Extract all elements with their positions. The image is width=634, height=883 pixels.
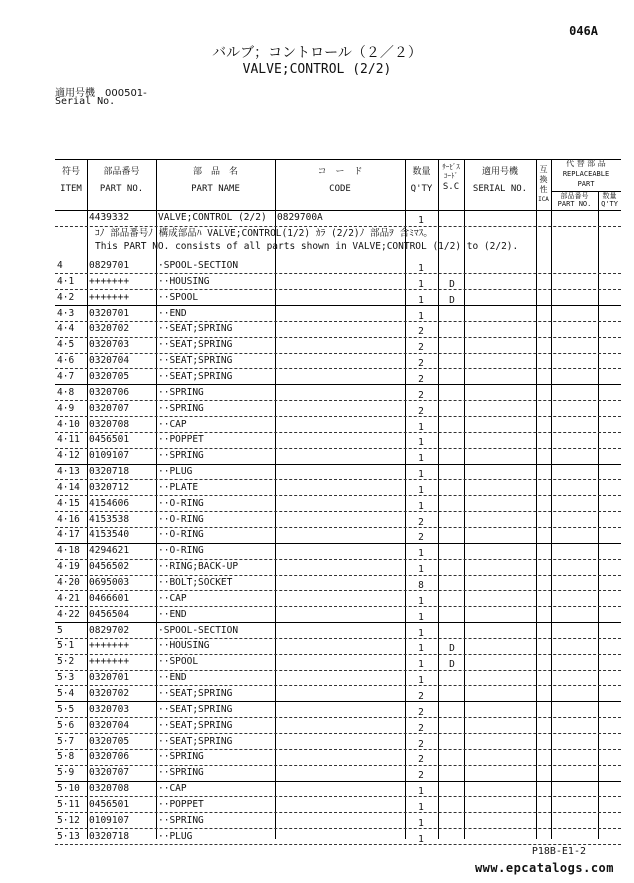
page-code: 046A: [569, 24, 598, 38]
serial-label: Serial No.: [55, 96, 116, 107]
cell-name: ··SEAT;SPRING: [158, 719, 233, 731]
cell-qty: 1: [418, 643, 424, 655]
cell-item: 5·7: [57, 735, 75, 747]
cell-part: 0320707: [89, 402, 130, 414]
cell-code: 0829700A: [277, 212, 323, 223]
table-row: [55, 559, 621, 574]
header-code: コ ー ド CODE: [317, 167, 363, 194]
table-row: [55, 527, 621, 542]
cell-qty: 2: [418, 389, 424, 401]
header-replaceable-qty: 数量 Q'TY: [601, 192, 618, 208]
cell-part: 0456502: [89, 561, 130, 573]
cell-name: ··SPRING: [158, 386, 204, 398]
cell-qty: 1: [418, 469, 424, 481]
cell-name: ··END: [158, 307, 187, 319]
cell-item: 4·20: [57, 577, 80, 588]
header-quantity: 数量 Q'TY: [410, 167, 433, 194]
cell-part: 0320703: [89, 703, 130, 715]
cell-qty: 2: [418, 342, 424, 354]
cell-name: ··HOUSING: [158, 640, 210, 652]
table-row: [55, 480, 621, 495]
cell-name: ··SPOOL: [158, 291, 199, 303]
cell-qty: 2: [418, 405, 424, 417]
table-row: [55, 781, 621, 796]
assembly-note: This PART NO. consists of all parts shown in VALVE;CONTROL (1/2) to (2/2).: [95, 241, 519, 252]
cell-item: 5·6: [57, 719, 75, 731]
table-row: [55, 797, 621, 812]
cell-name: ··O-RING: [158, 545, 204, 557]
cell-name: ·SPOOL-SECTION: [158, 260, 239, 271]
cell-part: 4294621: [89, 545, 130, 557]
table-row: [55, 432, 621, 447]
cell-part: 0466601: [89, 592, 130, 604]
cell-part: 0320705: [89, 735, 130, 747]
cell-item: 4·14: [57, 481, 80, 493]
cell-part: 0320704: [89, 719, 130, 731]
footer-website: www.epcatalogs.com: [474, 861, 614, 875]
cell-part: 0109107: [89, 450, 130, 462]
cell-qty: 1: [418, 817, 424, 829]
cell-name: ··SEAT;SPRING: [158, 703, 233, 715]
assembly-note-japanese: ｺﾉ 部品番号ﾉ 構成部品ﾊ VALVE;CONTROL(1/2) ｶﾗ (2/2)ﾉ 部品ｦ 含ﾐﾏｽ。: [95, 228, 433, 239]
cell-item: 4·13: [57, 466, 80, 478]
header-replaceable-part-no: 部品番号 PART NO.: [557, 192, 592, 208]
cell-item: 5: [57, 624, 63, 636]
table-row: [55, 607, 621, 622]
cell-part: 0320704: [89, 355, 130, 367]
cell-part: 4154606: [89, 497, 130, 509]
cell-part: +++++++: [89, 640, 130, 652]
cell-item: 5·3: [57, 672, 75, 684]
cell-qty: 1: [418, 310, 424, 322]
cell-sc: D: [449, 294, 455, 306]
page-title-japanese: バルブ；コントロール（２／２）: [212, 45, 422, 61]
cell-item: 4·16: [57, 513, 80, 525]
cell-item: 5·9: [57, 767, 75, 779]
table-row: [55, 337, 621, 352]
table-row: [55, 258, 621, 273]
table-row: [55, 654, 621, 669]
cell-item: 4·4: [57, 323, 75, 335]
cell-qty: 2: [418, 754, 424, 766]
table-row: [55, 670, 621, 685]
table-row: [55, 575, 621, 590]
cell-sc: D: [449, 278, 455, 290]
cell-part: 4439332: [89, 212, 130, 223]
table-row: [55, 638, 621, 653]
table-row: [55, 749, 621, 764]
cell-qty: 8: [418, 580, 424, 591]
cell-qty: 2: [418, 690, 424, 702]
cell-name: ··SPOOL: [158, 656, 199, 668]
cell-name: ··PLATE: [158, 481, 199, 493]
cell-part: 0109107: [89, 814, 130, 826]
cell-name: VALVE;CONTROL (2/2): [158, 212, 267, 223]
cell-qty: 1: [418, 611, 424, 623]
cell-name: ··CAP: [158, 592, 187, 604]
cell-name: ··SEAT;SPRING: [158, 735, 233, 747]
cell-part: 0320705: [89, 370, 130, 382]
cell-name: ··O-RING: [158, 513, 204, 525]
cell-qty: 1: [418, 801, 424, 813]
cell-sc: D: [449, 643, 455, 655]
table-row: [55, 829, 621, 844]
cell-part: 0320701: [89, 672, 130, 684]
cell-part: +++++++: [89, 275, 130, 287]
cell-part: 0829701: [89, 260, 130, 271]
cell-part: 0456501: [89, 798, 130, 810]
cell-qty: 1: [418, 548, 424, 560]
cell-part: 0456504: [89, 608, 130, 620]
header-interchangeability: 互 換 性 ICA: [538, 165, 549, 203]
header-part-name: 部 品 名 PART NAME: [191, 167, 240, 194]
table-row: [55, 385, 621, 400]
cell-name: ··CAP: [158, 783, 187, 795]
table-row: [55, 274, 621, 289]
cell-part: 0320701: [89, 307, 130, 319]
table-row: [55, 686, 621, 701]
cell-name: ··SPRING: [158, 450, 204, 462]
parts-table: [55, 159, 621, 845]
cell-item: 4·3: [57, 307, 75, 319]
cell-name: ··END: [158, 608, 187, 620]
cell-qty: 2: [418, 326, 424, 338]
cell-part: 0320706: [89, 386, 130, 398]
cell-name: ··O-RING: [158, 497, 204, 509]
cell-part: 0320702: [89, 687, 130, 699]
table-row: [55, 543, 621, 558]
table-row: [55, 448, 621, 463]
cell-item: 4·18: [57, 545, 80, 557]
cell-part: 0320708: [89, 783, 130, 795]
cell-qty: 1: [418, 595, 424, 607]
cell-item: 4·22: [57, 608, 80, 620]
cell-qty: 1: [418, 833, 424, 845]
cell-item: 5·12: [57, 814, 80, 826]
cell-part: 0829702: [89, 624, 130, 636]
header-replaceable-part: 代 替 部 品 REPLACEABLE PART: [562, 159, 610, 188]
cell-item: 4·10: [57, 418, 80, 430]
cell-name: ··SPRING: [158, 767, 204, 779]
table-row: [55, 765, 621, 780]
cell-qty: 1: [418, 215, 424, 226]
cell-name: ··SPRING: [158, 814, 204, 826]
cell-item: 4·19: [57, 561, 80, 573]
cell-item: 4·21: [57, 592, 80, 604]
table-row: [55, 321, 621, 336]
table-row: [55, 496, 621, 511]
cell-qty: 1: [418, 675, 424, 687]
cell-qty: 2: [418, 516, 424, 528]
cell-part: 0695003: [89, 577, 130, 588]
cell-item: 4·9: [57, 402, 75, 414]
row-separator: [55, 844, 621, 845]
footer-page-code: P18B-E1-2: [531, 846, 586, 857]
applicable-model-line: 適用号機 000501-: [55, 88, 147, 99]
cell-qty: 1: [418, 437, 424, 449]
cell-name: ··RING;BACK-UP: [158, 561, 239, 573]
cell-part: 0320712: [89, 481, 130, 493]
cell-name: ··BOLT;SOCKET: [158, 577, 233, 588]
header-service-code: ｻｰﾋﾞｽ ｺｰﾄﾞ S.C: [442, 163, 460, 192]
cell-item: 5·5: [57, 703, 75, 715]
cell-item: 5·2: [57, 656, 75, 668]
cell-item: 5·1: [57, 640, 75, 652]
table-row: [55, 353, 621, 368]
page-title: VALVE;CONTROL (2/2): [242, 62, 392, 77]
cell-item: 4·12: [57, 450, 80, 462]
cell-name: ··SEAT;SPRING: [158, 339, 233, 351]
cell-name: ··O-RING: [158, 529, 204, 541]
cell-name: ··SPRING: [158, 402, 204, 414]
cell-item: 4·5: [57, 339, 75, 351]
table-row: [55, 702, 621, 717]
table-row: [55, 734, 621, 749]
cell-part: 0320706: [89, 751, 130, 763]
cell-item: 5·4: [57, 687, 75, 699]
table-row: [55, 369, 621, 384]
cell-item: 5·13: [57, 830, 80, 842]
cell-qty: 2: [418, 722, 424, 734]
cell-qty: 2: [418, 706, 424, 718]
cell-qty: 2: [418, 532, 424, 544]
cell-name: ··PLUG: [158, 466, 193, 478]
header-part-no: 部品番号 PART NO.: [99, 167, 144, 194]
table-row: [55, 718, 621, 733]
cell-part: 0320702: [89, 323, 130, 335]
cell-item: 4·2: [57, 291, 75, 303]
cell-item: 5·10: [57, 783, 80, 795]
cell-part: 4153540: [89, 529, 130, 541]
cell-item: 5·8: [57, 751, 75, 763]
cell-name: ·SPOOL-SECTION: [158, 624, 239, 636]
table-row: [55, 591, 621, 606]
table-row: [55, 623, 621, 638]
cell-item: 4·15: [57, 497, 80, 509]
cell-name: ··SEAT;SPRING: [158, 687, 233, 699]
cell-name: ··HOUSING: [158, 275, 210, 287]
cell-item: 4·6: [57, 355, 75, 367]
cell-qty: 2: [418, 738, 424, 750]
table-row: [55, 401, 621, 416]
cell-qty: 1: [418, 786, 424, 798]
cell-qty: 1: [418, 294, 424, 306]
cell-part: 0320718: [89, 466, 130, 478]
cell-name: ··POPPET: [158, 798, 204, 810]
cell-qty: 1: [418, 278, 424, 290]
cell-part: 0456501: [89, 434, 130, 446]
cell-qty: 1: [418, 564, 424, 576]
cell-name: ··END: [158, 672, 187, 684]
cell-part: 0320718: [89, 830, 130, 842]
cell-name: ··PLUG: [158, 830, 193, 842]
cell-item: 4: [57, 260, 63, 271]
cell-qty: 1: [418, 659, 424, 671]
cell-qty: 2: [418, 373, 424, 385]
cell-name: ··SEAT;SPRING: [158, 370, 233, 382]
cell-name: ··CAP: [158, 418, 187, 430]
cell-item: 4·11: [57, 434, 80, 446]
table-row: [55, 306, 621, 321]
header-serial-no: 適用号機 SERIAL NO.: [472, 167, 528, 194]
cell-qty: 1: [418, 500, 424, 512]
cell-item: 4·7: [57, 370, 75, 382]
table-row: [55, 813, 621, 828]
table-row: [55, 464, 621, 479]
table-row: [55, 417, 621, 432]
cell-name: ··SEAT;SPRING: [158, 323, 233, 335]
cell-part: +++++++: [89, 656, 130, 668]
cell-part: 0320708: [89, 418, 130, 430]
cell-part: 0320703: [89, 339, 130, 351]
cell-part: 0320707: [89, 767, 130, 779]
cell-name: ··POPPET: [158, 434, 204, 446]
cell-sc: D: [449, 659, 455, 671]
cell-part: +++++++: [89, 291, 130, 303]
cell-qty: 1: [418, 484, 424, 496]
header-item: 符号 ITEM: [60, 167, 82, 194]
cell-item: 4·1: [57, 275, 75, 287]
cell-name: ··SEAT;SPRING: [158, 355, 233, 367]
table-row: [55, 210, 621, 225]
cell-item: 4·8: [57, 386, 75, 398]
cell-part: 4153538: [89, 513, 130, 525]
table-row: [55, 290, 621, 305]
cell-qty: 2: [418, 358, 424, 370]
cell-qty: 1: [418, 627, 424, 639]
cell-qty: 2: [418, 770, 424, 782]
cell-name: ··SPRING: [158, 751, 204, 763]
cell-qty: 1: [418, 453, 424, 465]
table-row: [55, 512, 621, 527]
cell-qty: 1: [418, 263, 424, 274]
cell-qty: 1: [418, 421, 424, 433]
cell-item: 4·17: [57, 529, 80, 541]
cell-item: 5·11: [57, 798, 80, 810]
